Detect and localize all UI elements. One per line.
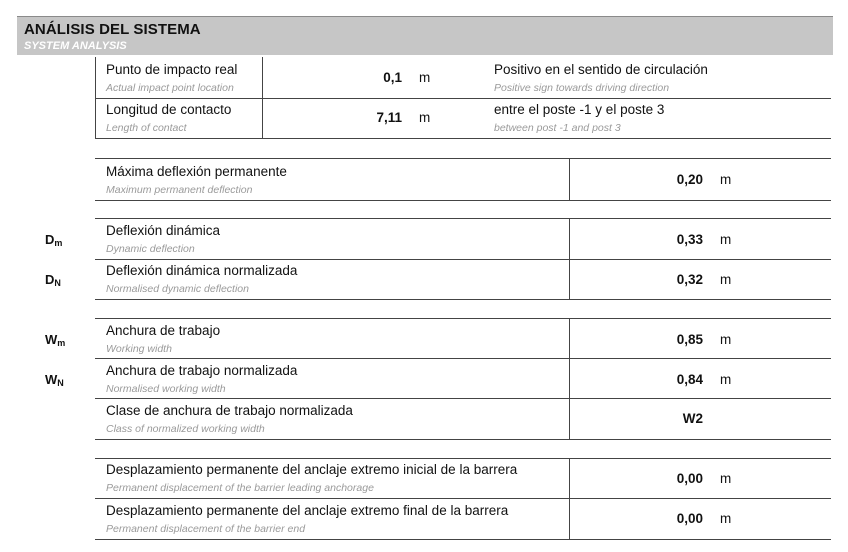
symbol-wn: $W_N$ (45, 372, 64, 388)
divider (95, 539, 831, 540)
divider (262, 57, 263, 138)
divider (95, 57, 96, 138)
divider (95, 439, 831, 440)
divider (569, 458, 570, 539)
contact-length-label: Longitud de contacto (106, 102, 232, 117)
row-value: 0,32 (676, 272, 703, 287)
divider (95, 200, 831, 201)
row-unit: m (720, 332, 732, 347)
divider (95, 318, 831, 319)
divider (569, 158, 570, 200)
symbol-dn: $D_N$ (45, 272, 61, 288)
row-value: 0,00 (676, 471, 703, 486)
impact-point-label-en: Actual impact point location (106, 82, 234, 94)
row-value: 0,85 (676, 332, 703, 347)
divider (569, 218, 570, 299)
row-value: 0,84 (676, 372, 703, 387)
row-value: 0,20 (676, 172, 703, 187)
contact-length-label-en: Length of contact (106, 122, 187, 134)
divider (569, 318, 570, 439)
impact-point-unit: m (419, 70, 431, 85)
section-header (17, 16, 833, 55)
impact-point-value: 0,1 (383, 70, 402, 85)
divider (95, 218, 831, 219)
divider (95, 458, 831, 459)
row-label: Anchura de trabajo (106, 323, 221, 338)
row-unit: m (720, 232, 732, 247)
row-label: Desplazamiento permanente del anclaje extremo final de la barrera (106, 503, 509, 518)
row-label-en: Normalised dynamic deflection (106, 283, 249, 295)
row-value-class: W2 (682, 411, 703, 426)
divider (95, 98, 831, 99)
row-label: Deflexión dinámica normalizada (106, 263, 298, 278)
row-unit: m (720, 172, 732, 187)
row-label-en: Permanent displacement of the barrier leading anchorage (106, 482, 374, 494)
symbol-dm: $D_m$ (45, 232, 63, 248)
row-unit: m (720, 272, 732, 287)
row-unit: m (720, 372, 732, 387)
divider (95, 358, 831, 359)
row-label-en: Normalised working width (106, 383, 226, 395)
divider (95, 398, 831, 399)
row-label: Máxima deflexión permanente (106, 164, 287, 179)
row-label-en: Class of normalized working width (106, 423, 265, 435)
symbol-wm: $W_m$ (45, 332, 66, 348)
divider (95, 299, 831, 300)
divider (95, 498, 831, 499)
divider (95, 138, 831, 139)
divider (95, 259, 831, 260)
row-label: Desplazamiento permanente del anclaje extremo inicial de la barrera (106, 462, 518, 477)
impact-point-note-en: Positive sign towards driving direction (494, 82, 670, 94)
row-label: Clase de anchura de trabajo normalizada (106, 403, 353, 418)
row-value: 0,33 (676, 232, 703, 247)
contact-length-value: 7,11 (376, 110, 402, 125)
row-label: Deflexión dinámica (106, 223, 221, 238)
row-label-en: Maximum permanent deflection (106, 184, 253, 196)
row-value: 0,00 (676, 511, 703, 526)
impact-point-note: Positivo en el sentido de circulación (494, 62, 708, 77)
divider (95, 158, 831, 159)
row-unit: m (720, 511, 732, 526)
contact-length-unit: m (419, 110, 431, 125)
section-title: ANÁLISIS DEL SISTEMA (24, 21, 201, 38)
contact-length-note-en: between post -1 and post 3 (494, 122, 621, 134)
contact-length-note: entre el poste -1 y el poste 3 (494, 102, 665, 117)
row-label-en: Dynamic deflection (106, 243, 195, 255)
row-label-en: Permanent displacement of the barrier end (106, 523, 306, 535)
row-label-en: Working width (106, 343, 172, 355)
row-label: Anchura de trabajo normalizada (106, 363, 298, 378)
section-subtitle: SYSTEM ANALYSIS (24, 40, 127, 52)
impact-point-label: Punto de impacto real (106, 62, 238, 77)
row-unit: m (720, 471, 732, 486)
